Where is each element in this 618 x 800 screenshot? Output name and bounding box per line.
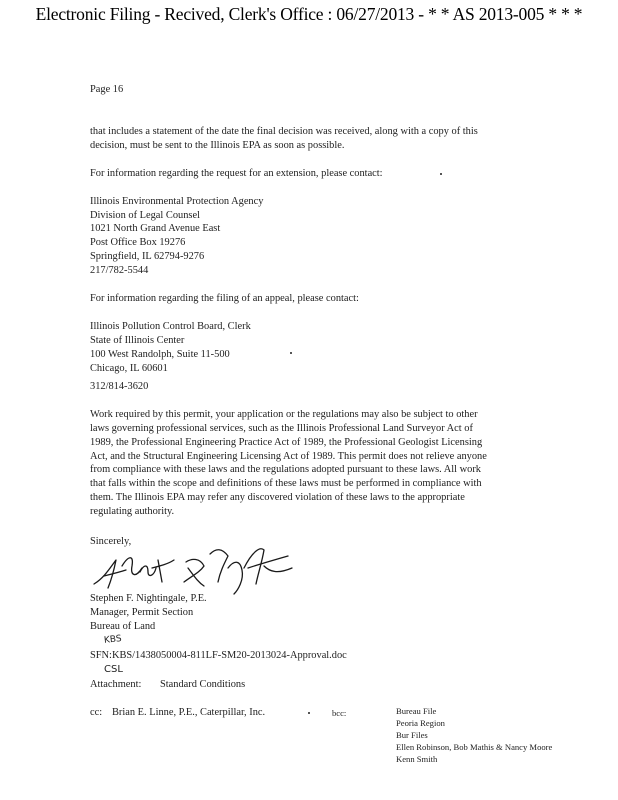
work-line: Work required by this permit, your application or the regulations may also be subject to other bbox=[90, 409, 478, 420]
iepa-address-line: Illinois Environmental Protection Agency bbox=[90, 196, 264, 207]
handwritten-initials-csl: CSL bbox=[104, 664, 123, 675]
iepa-address-line: Division of Legal Counsel bbox=[90, 210, 200, 221]
handwritten-initials-kbs: KBS bbox=[103, 634, 123, 646]
signer-title: Manager, Permit Section bbox=[90, 607, 194, 618]
speck-mark bbox=[308, 712, 310, 714]
cc-label: cc: bbox=[90, 707, 103, 718]
board-address-line: State of Illinois Center bbox=[90, 335, 185, 346]
bcc-item: Bur Files bbox=[396, 730, 428, 740]
intro-line-2: decision, must be sent to the Illinois EPA as soon as possible. bbox=[90, 140, 345, 151]
closing: Sincerely, bbox=[90, 536, 132, 547]
bcc-item: Bureau File bbox=[396, 706, 437, 716]
appeal-contact-line: For information regarding the filing of an appeal, please contact: bbox=[90, 293, 359, 304]
work-line: from compliance with these laws and the regulations adopted pursuant to these laws. All work bbox=[90, 464, 481, 475]
attachment-label: Attachment: bbox=[90, 679, 142, 690]
board-phone: 312/814-3620 bbox=[90, 381, 149, 392]
bcc-label: bcc: bbox=[332, 708, 347, 718]
work-line: regulating authority. bbox=[90, 506, 175, 517]
extension-contact-line: For information regarding the request for an extension, please contact: bbox=[90, 168, 383, 179]
speck-mark bbox=[440, 173, 442, 175]
filing-header: Electronic Filing - Recived, Clerk's Office : 06/27/2013 - * * AS 2013-005 * * * bbox=[35, 4, 583, 24]
work-line: that falls within the scope and definitions of these laws must be performed in compliance with bbox=[90, 478, 482, 489]
iepa-address-line: Springfield, IL 62794-9276 bbox=[90, 251, 205, 262]
intro-line-1: that includes a statement of the date the final decision was received, along with a copy of this bbox=[90, 126, 478, 137]
work-line: laws governing professional services, such as the Illinois Professional Land Surveyor Act of bbox=[90, 423, 473, 434]
bcc-item: Kenn Smith bbox=[396, 754, 438, 764]
signer-bureau: Bureau of Land bbox=[90, 621, 156, 632]
cc-value: Brian E. Linne, P.E., Caterpillar, Inc. bbox=[112, 707, 266, 718]
bcc-item: Peoria Region bbox=[396, 718, 445, 728]
attachment-value: Standard Conditions bbox=[160, 679, 246, 690]
iepa-address-line: Post Office Box 19276 bbox=[90, 237, 186, 248]
iepa-address-line: 1021 North Grand Avenue East bbox=[90, 223, 221, 234]
page-label: Page 16 bbox=[90, 84, 124, 95]
iepa-phone: 217/782-5544 bbox=[90, 265, 149, 276]
sfn-reference: SFN:KBS/1438050004-811LF-SM20-2013024-Approval.doc bbox=[90, 650, 347, 661]
bcc-item: Ellen Robinson, Bob Mathis & Nancy Moore bbox=[396, 742, 553, 752]
board-address-line: Chicago, IL 60601 bbox=[90, 363, 168, 374]
handwritten-signature bbox=[88, 538, 303, 598]
board-address-line: 100 West Randolph, Suite 11-500 bbox=[90, 349, 230, 360]
work-line: Act, and the Structural Engineering Licensing Act of 1989. This permit does not relieve anyone bbox=[90, 451, 487, 462]
work-line: 1989, the Professional Engineering Practice Act of 1989, the Professional Geologist Licensing bbox=[90, 437, 483, 448]
work-line: them. The Illinois EPA may refer any discovered violation of these laws to the appropriate bbox=[90, 492, 465, 503]
speck-mark bbox=[290, 352, 292, 354]
signer-name: Stephen F. Nightingale, P.E. bbox=[90, 593, 207, 604]
board-address-line: Illinois Pollution Control Board, Clerk bbox=[90, 321, 251, 332]
